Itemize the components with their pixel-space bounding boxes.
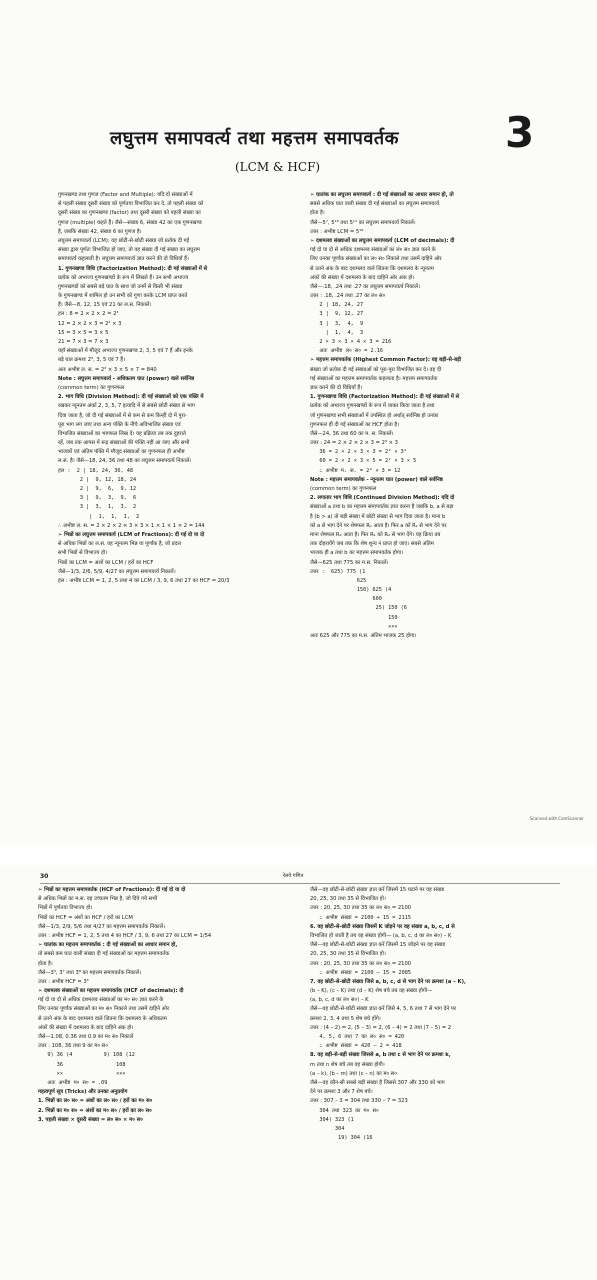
text-line: अतः अभीष्ट म० स० = .09 [38, 1079, 108, 1086]
text-line: ज्ञात करने की दो विधियाँ हैं। [310, 384, 363, 391]
text-line: से अधिक भिन्नों का म.स. वह उच्चतम भिन्न है, जो दिये गये सभी [38, 896, 158, 903]
text-line: क्रमशः 2, 3, 4 तथा 5 शेष बचे होंगे। [310, 1015, 381, 1022]
text-line: उत्तर : .18, .24 तथा .27 का ल० स० [310, 293, 386, 300]
text-line: अतः 625 और 775 का म.स. अंतिम भाजक 25 होगा। [310, 633, 417, 639]
text-line: ∴ अभीष्ट संख्या = 2100 + 15 = 2115 [310, 914, 411, 921]
text-line: जैसे—वह छोटी-से-छोटी संख्या ज्ञात करें जिसमें 15 जोड़ने पर वह संख्या [310, 942, 446, 949]
text-line: 1. गुणनखण्ड विधि (Factorization Method): दी गई संख्याओं में से [58, 265, 208, 272]
text-line: है, जबकि संख्या 42, संख्या 6 का गुणज है। [58, 228, 142, 235]
text-line: हैं। जैसे—8, 12, 15 एवं 21 का ल.स. निकालें। [58, 302, 152, 309]
text-line: ∴ अभीष्ट म. स. = 2² × 3 = 12 [310, 467, 401, 474]
text-line: उत्तर : 108, 36 तथा 9 का म० स० [38, 1043, 108, 1050]
text-line: ➢ दशमलव संख्याओं का लघुत्तम समापवर्त्य (LCM of decimals): दी [310, 237, 455, 244]
scanner-watermark: Scanned with CamScanner [530, 816, 584, 821]
text-line: 6. वह छोटी-से-छोटी संख्या जिसमें K जोड़ने पर वह संख्या a, b, c, d से [310, 923, 455, 930]
text-line: ××× [310, 623, 398, 630]
text-line: ➢ भिन्नों का महत्तम समापवर्तक (HCF of Fractions): दी गई दो या दो [38, 887, 186, 893]
text-line: 304 तथा 323 का म० स० [310, 1107, 379, 1114]
text-line: दूसरी संख्या का गुणनखण्ड (factor) तथा दूसरी संख्या को पहली संख्या का [58, 210, 201, 217]
text-line: जैसे—वह छोटी-से-छोटी संख्या ज्ञात करें जिसे 4, 5, 6 तथा 7 से भाग देने पर [310, 1006, 456, 1013]
text-line: जैसे—वह कौन-सी सबसे बड़ी संख्या है जिससे 307 और 330 को भाग [310, 1079, 445, 1086]
text-line: हल : अभीष्ट LCM = 1, 2, 5 तथा 4 का LCM / 3, 9, 6 तथा 27 का HCF = 20/3 [58, 577, 230, 584]
text-line: संख्या जो प्रत्येक दी गई संख्याओं को पूरा-पूरा विभाजित कर दे। वह दी [310, 366, 442, 373]
text-line: होता है। [38, 960, 53, 967]
right-column [310, 192, 570, 642]
text-line: दिया जाता है, जो दी गई संख्याओं में से कम से कम किन्हीं दो में पूरा- [58, 412, 187, 419]
text-line: ∴ अभीष्ट संख्या = 420 – 2 = 418 [310, 1043, 402, 1050]
text-line: उत्तर : अभीष्ट HCF = 3⁵ [38, 978, 89, 985]
text-line: संख्याओं a तथा b का महत्तम समापवर्तक ज्ञात करना है जबकि b, a से बड़ा [310, 504, 454, 511]
text-line: 20, 25, 30 तथा 35 से विभाजित हो। [310, 951, 386, 958]
page-two [0, 865, 597, 1280]
text-line: उत्तर : 24 = 2 × 2 × 2 × 3 = 2³ × 3 [310, 440, 398, 447]
chapter-number: 3 [505, 108, 535, 157]
text-line: है (b > a) तो बड़ी संख्या में छोटी संख्या से भाग दिया जाता है। माना b [310, 513, 446, 520]
text-line: भिन्नों का HCF = अंशों का HCF / हरों का LCM [38, 914, 133, 921]
text-line: जैसे—3⁵, 3⁷ तथा 3⁸ का महत्तम समापवर्तक निकालें। [38, 969, 142, 976]
text-line: Note : महत्तम समापवर्तक - न्यूनतम घात (power) वाले सर्वनिष्ठ [310, 476, 443, 483]
text-line: जैसे—वह छोटी-से-छोटी संख्या ज्ञात करें जिसमें 15 घटाने पर वह संख्या [310, 887, 445, 893]
text-line: उत्तर : 307 – 3 = 304 तथा 330 – 7 = 323 [310, 1098, 408, 1105]
text-line: प्रत्येक को अभाज्य गुणनखण्डों के रूप में व्यक्त किया जाता है तथा [310, 403, 435, 410]
text-line: 304 [310, 1125, 345, 1132]
text-line: गुणनखण्ड तथा गुणज (Factor and Multiple): यदि दो संख्याओं में [58, 192, 193, 198]
header-rule [40, 883, 560, 884]
text-line: ×× ××× [38, 1070, 126, 1077]
text-line: 3 | 9, 3, 9, 6 [58, 495, 137, 502]
text-line: (b – K), (c – K) तथा (d – K) शेष बचे तब वह संख्या होगी— [310, 988, 433, 995]
text-line: भाजक ही a तथा b का महत्तम समापवर्तक होगा। [310, 550, 404, 557]
text-line: ➢ दशमलव संख्याओं का महत्तम समापवर्तक (HCF of decimals): दी [38, 988, 184, 995]
text-line: जैसे—1/3, 2/9, 5/6 तथा 4/27 का महत्तम समापवर्तक निकालें। [38, 923, 165, 930]
text-line: तक दोहरायेंगे जब तक कि शेष शून्य न प्राप्त हो जाए। सबसे अंतिम [310, 541, 434, 548]
text-line: तो सबसे कम घात वाली संख्या दी गई संख्याओं का महत्तम समापवर्तक [38, 951, 170, 958]
text-line: 9) 36 (4 9) 108 (12 [38, 1052, 135, 1059]
left-column [38, 887, 300, 1126]
text-line: को a से भाग देने पर शेषफल R₁ आता है। फिर a को R₁ से भाग देने पर [310, 522, 447, 529]
text-line: 15 = 3 × 5 = 3 × 5 [58, 329, 109, 336]
page-gap [0, 845, 597, 865]
text-line: ➢ भिन्नों का लघुत्तम समापवर्त्य (LCM of Fractions): दी गई दो या दो [58, 531, 205, 538]
text-line: ➢ घातांक का महत्तम समापवर्तक : दी गई संख्याओं का आधार समान हो, [38, 942, 178, 949]
text-line: ल.स. है। जैसे—18, 24, 36 तथा 48 का लघुत्तम समापवर्त्य निकालें। [58, 458, 192, 465]
text-line: हल : 2 | 18, 24, 36, 48 [58, 467, 133, 474]
text-line: लघुत्तम समापवर्त्य (LCM): वह छोटी-से-छोटी संख्या जो प्रत्येक दी गई [58, 237, 190, 244]
text-line: गई दो या दो से अधिक दशमलव संख्याओं का म० स० ज्ञात करने के [38, 997, 164, 1004]
text-line: 2 | 9, 6, 9, 12 [58, 486, 137, 492]
text-line: (common term) का गुणनफल [58, 384, 125, 391]
text-line: से अधिक भिन्नों का ल.स. वह न्यूनतम भिन्न या पूर्णांक है, जो प्रदत्त [58, 541, 182, 548]
text-line: 2. भिन्नों का म० स० = अंशों का म० स० / हरों का ल० स० [38, 1107, 152, 1114]
text-line: अंकों की संख्या में दशमलव के बाद दाहिने ओर अंक हो। [310, 274, 415, 281]
page-number: 30 [40, 873, 49, 880]
text-line: 12 = 2 × 2 × 3 = 2² × 3 [58, 320, 122, 327]
text-line: उत्तर : 625) 775 (1 [310, 568, 366, 575]
text-line: गुणनफल ही दी गई संख्याओं का HCF होता है। [310, 421, 400, 428]
text-line: सभी भिन्नों से विभाज्य हो। [58, 550, 108, 557]
text-line: (a – k), (b – m) तथा (c – n) का म० स० [310, 1070, 397, 1077]
text-line: | 1, 1, 1, 2 [58, 513, 140, 520]
text-line: रखकर न्यूनतम अंकों 2, 3, 5, 7 इत्यादि में से सबसे छोटी संख्या से भाग [58, 403, 195, 410]
text-line: 2 × 3 × 3 × 4 × 3 = 216 [310, 339, 392, 345]
text-line: भाजकों एवं अंतिम पंक्ति में मौजूद संख्याओं का गुणनफल ही अभीष्ट [58, 449, 185, 456]
text-line: ➢ घातांक का लघुत्तम समापवर्त्य : दी गई संख्याओं का आधार समान हो, तो [310, 192, 454, 198]
text-line: 150 [310, 614, 398, 621]
text-line: गई दो या दो से अधिक दशमलव संख्याओं का ल० स० ज्ञात करने के [310, 247, 436, 254]
text-line: माना शेषफल R₂ आता है। फिर R₁ को R₂ से भाग देंगे। यह क्रिया तब [310, 531, 441, 538]
text-line: 36 108 [38, 1061, 126, 1068]
text-line: अंकों की संख्या में दशमलव के बाद दाहिने अंक हो। [38, 1024, 134, 1031]
text-line: जैसे—1.08, 0.36 तथा 0.9 का म० स० निकालें [38, 1034, 134, 1040]
text-line: अतः अभीष्ट ल. स. = 2³ × 3 × 5 × 7 = 840 [58, 366, 157, 373]
text-line: 3 | 9, 12, 27 [310, 311, 364, 318]
text-line: से पहली संख्या दूसरी संख्या को पूर्णतया विभाजित कर दे, तो पहली संख्या को [58, 201, 204, 208]
text-line: उत्तर : 20, 25, 30 तथा 35 का ल० स० = 2100 [310, 905, 412, 912]
text-line: हल : 8 = 2 × 2 × 2 = 2³ [58, 311, 119, 318]
text-line: 25) 150 (6 [310, 605, 407, 612]
text-line: m तथा n शेष बचे तब वह संख्या होगी। [310, 1061, 385, 1068]
text-line: 2. भाग विधि (Division Method): दी गई संख्याओं को एक पंक्ति में [58, 394, 204, 401]
text-line: उत्तर : (4 – 2) = 2, (5 – 3) = 2, (6 – 4) = 2 तथा (7 – 5) = 2 [310, 1024, 452, 1031]
text-line: 3 | 3, 1, 3, 2 [58, 504, 137, 511]
text-line: 8. वह बड़ी-से-बड़ी संख्या जिससे a, b तथा c से भाग देने पर क्रमशः k, [310, 1052, 451, 1059]
text-line: गुणज (multiple) कहते हैं। जैसे—संख्या 6, संख्या 42 का एक गुणनखण्ड [58, 219, 202, 226]
text-line: प्रत्येक को अभाज्य गुणनखण्डों के रूप में लिखते हैं। उन सभी अभाज्य [58, 274, 189, 281]
text-line: के गुणनखण्ड में शामिल हो उन सभी को गुणा करके LCM प्राप्त करते [58, 293, 188, 300]
text-line: रहें, जब तक आपस में रूढ़ संख्याओं की पंक्ति नहीं आ जाए और सभी [58, 440, 190, 447]
text-line: जैसे—24, 36 तथा 60 का म. स. निकालें। [310, 430, 394, 437]
text-line: उत्तर : 20, 25, 30 तथा 35 का ल० स० = 2100 [310, 960, 412, 967]
text-line: लिए उनका पूर्णांक संख्याओं का म० स० निकाले तथा उसमें दाहिने ओर [38, 1006, 170, 1013]
text-line: 20, 25, 30 तथा 35 से विभाजित हो। [310, 896, 386, 903]
text-line: देने पर क्रमशः 3 और 7 शेष बचे। [310, 1089, 373, 1096]
text-line: विभाजित हो जाती है तब वह संख्या होगी— (a, b, c, d का ल० स०) – K [310, 932, 452, 939]
text-line: संख्या द्वारा पूर्णतः विभाजित हो जाए, तो वह संख्या दी गई संख्या का लघुत्तम [58, 247, 200, 254]
text-line: 3 | 3, 4, 9 [310, 320, 364, 327]
text-line: 150) 625 (4 [310, 587, 392, 594]
text-line: विभाजित संख्याओं का भागफल लिख दें। यह प्रक्रिया तब तक दुहराते [58, 430, 186, 437]
text-line: समापवर्त्य कहलाती है। लघुत्तम समापवर्त्य ज्ञात करने की दो विधियाँ हैं। [58, 256, 189, 263]
text-line: लिए उनका पूर्णांक संख्याओं का ल० स० निकाले तथा उसमें दाहिने ओर [310, 256, 442, 263]
text-line: से उतने अंक के बाद दशमलव वाले जितना कि दशमलव के अधिकतम [38, 1015, 167, 1022]
text-line: 19) 304 (16 [310, 1135, 373, 1142]
running-head: रेलवे गणित [283, 873, 304, 879]
text-line: 21 = 7 × 3 = 7 × 3 [58, 339, 109, 345]
text-line: बड़े घात क्रमशः 2³, 3, 5 एवं 7 हैं। [58, 357, 126, 364]
text-line: 304) 323 (1 [310, 1116, 354, 1123]
text-line: गुणनखण्डों को सबसे बड़े घात के साथ जो उनमें से किसी भी संख्या [58, 283, 183, 290]
text-line: महत्वपूर्ण सूत्र (Tricks) और उनका अनुप्रयोग [38, 1089, 128, 1096]
text-line: | 1, 4, 3 [310, 329, 364, 336]
text-line: 1. भिन्नों का ल० स० = अंशों का ल० स० / हरों का म० स० [38, 1098, 153, 1105]
text-line: 4, 5, 6 तथा 7 का ल० स० = 420 [310, 1034, 405, 1040]
text-line: यहाँ संख्याओं में मौजूद अभाज्य गुणनखण्ड 2, 3, 5 एवं 7 हैं और इनके [58, 348, 193, 355]
text-line: 2 | 18, 24, 27 [310, 302, 364, 309]
text-line: 625 [310, 577, 367, 584]
text-line: ∴ अभीष्ट संख्या = 2100 – 15 = 2085 [310, 969, 411, 976]
text-line: भिन्नों में पूर्णतया विभाज्य हो। [38, 905, 93, 912]
chapter-subtitle: (LCM & HCF) [235, 160, 321, 174]
text-line: ➢ महत्तम समापवर्तक (Highest Common Factor): वह बड़ी-से-बड़ी [310, 357, 462, 364]
text-line: ∴ अभीष्ट ल. स. = 2 × 2 × 2 × 3 × 3 × 1 × 1 × 1 × 2 = 144 [58, 522, 205, 529]
text-line: 36 = 2 × 2 × 3 × 3 = 2² × 3² [310, 449, 407, 456]
text-line: जैसे—5⁷, 5¹⁸ तथा 5¹¹ का लघुत्तम समापवर्त्य निकालें। [310, 219, 416, 226]
text-line: से उतने अंक के बाद दशमलव वाले जितना कि दशमलव के न्यूनतम [310, 265, 434, 272]
text-line: भिन्नों का LCM = अंशों का LCM / हरों का HCF [58, 559, 154, 566]
text-line: 1. गुणनखण्ड विधि (Factorization Method): दी गई संख्याओं में से [310, 394, 460, 401]
text-line: जैसे—1/3, 2/6, 5/9, 4/27 का लघुत्तम समापवर्त्य निकालें। [58, 568, 176, 575]
text-line: 2 | 9, 12, 18, 24 [58, 476, 137, 483]
text-line: जैसे—625 तथा 775 का म.स. निकालें। [310, 559, 389, 566]
text-line: होता है। [310, 210, 325, 217]
text-line: Note : लघुत्तम समापवर्त्य - अधिकतम घात (power) वाले सर्वनिष्ठ [58, 375, 195, 382]
text-line: गई संख्याओं का महत्तम समापवर्तक कहलाता है। महत्तम समापवर्तक [310, 375, 438, 382]
text-line: 3. पहली संख्या × दूसरी संख्या = ल० स० × म० स० [38, 1116, 143, 1123]
right-column [310, 887, 570, 1144]
text-line: 60 = 2 × 2 × 3 × 5 = 2² × 3 × 5 [310, 458, 417, 465]
text-line: जो गुणनखण्ड सभी संख्याओं में उपस्थित हो अर्थात् सर्वनिष्ठ हो उनका [310, 412, 439, 419]
text-line: 7. वह छोटी-से-छोटी संख्या जिसे a, b, c, d से भाग देने पर क्रमशः (a – K), [310, 978, 466, 985]
left-column [58, 192, 308, 587]
text-line: (a, b, c, d का ल० स०) – K [310, 997, 369, 1004]
chapter-title: लघुत्तम समापवर्त्य तथा महत्तम समापवर्तक [110, 128, 399, 149]
text-line: (common term) का गुणनफल [310, 486, 377, 492]
text-line: 600 [310, 596, 382, 603]
text-line: सबसे अधिक घात वाली संख्या दी गई संख्याओं का लघुत्तम समापवर्त्य [310, 201, 439, 208]
text-line: उत्तर : अभीष्ट LCM = 5¹⁸ [310, 228, 364, 235]
text-line: 2. लगातार भाग विधि (Continued Division Method): यदि दो [310, 495, 455, 502]
text-line: पूरा भाग लग जाए तथा अन्य पंक्ति के नीचे अविभाजित संख्या एवं [58, 421, 181, 428]
text-line: उत्तर : अभीष्ट HCF = 1, 2, 5 तथा 4 का HCF / 3, 9, 6 तथा 27 का LCM = 1/54 [38, 932, 212, 939]
text-line: अतः अभीष्ट ल० स० = 2.16 [310, 348, 383, 355]
text-line: जैसे—.18, .24 तथा .27 का लघुत्तम समापवर्त्य निकालें। [310, 283, 421, 290]
